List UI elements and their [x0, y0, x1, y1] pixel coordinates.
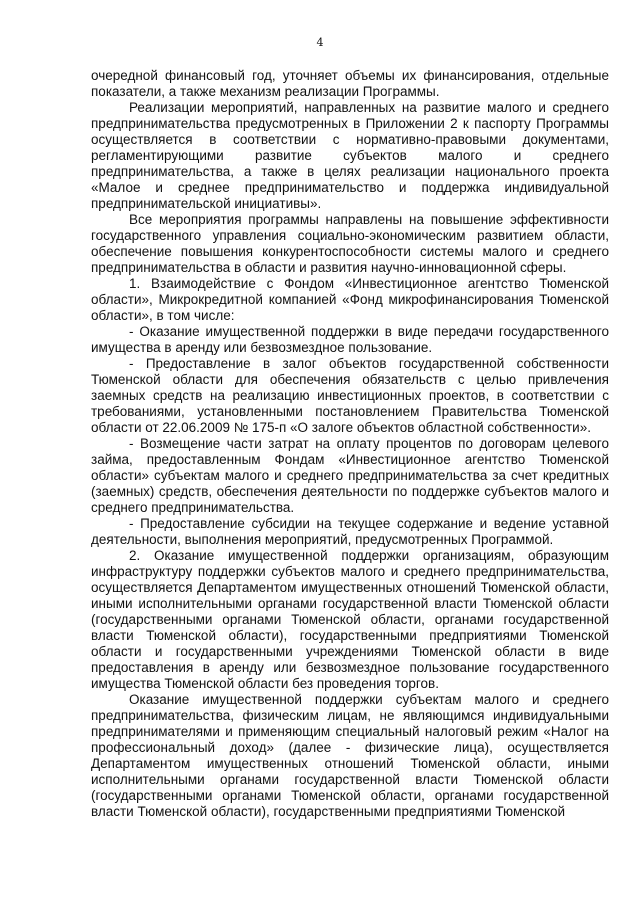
paragraph-4: 1. Взаимодействие с Фондом «Инвестиционное агентство Тюменской области», Микрокредитной компанией «Фонд микрофинансирования Тюменской области», в том числе:: [91, 276, 609, 323]
paragraph-1: очередной финансовый год, уточняет объемы их финансирования, отдельные показатели, а также механизм реализации Программы.: [91, 68, 609, 99]
paragraph-6: - Предоставление в залог объектов государственной собственности Тюменской области для обеспечения обязательств с целью привлечения заемных средств на реализацию инвестиционных проектов, в соответствии с требованиями, установленными постановлением Правительства Тюменской области от 22.06.2009 № 175-п «О залоге объектов областной собственности».: [91, 356, 609, 435]
paragraph-10: Оказание имущественной поддержки субъектам малого и среднего предпринимательства, физическим лицам, не являющимся индивидуальными предпринимателями и применяющим специальный налоговый режим «Налог на профессиональный доход» (далее - физические лица), осуществляется Департаментом имущественных отношений Тюменской области, иными исполнительными органами государственной власти Тюменской области (государственными органами Тюменской области, органами государственной власти Тюменской области), государственными предприятиями Тюменской: [91, 692, 609, 819]
paragraph-9: 2. Оказание имущественной поддержки организациям, образующим инфраструктуру поддержки субъектов малого и среднего предпринимательства, осуществляется Департаментом имущественных отношений Тюменской области, иными исполнительными органами государственной власти Тюменской области (государственными органами Тюменской области, органами государственной власти Тюменской области), государственными предприятиями Тюменской области и государственными учреждениями Тюменской области в виде предоставления в аренду или безвозмездное пользование государственного имущества Тюменской области без проведения торгов.: [91, 548, 609, 691]
page-number: 4: [316, 36, 324, 49]
document-body: [91, 68, 609, 820]
paragraph-7: - Возмещение части затрат на оплату процентов по договорам целевого займа, предоставленным Фондам «Инвестиционное агентство Тюменской области» субъектам малого и среднего предпринимательства за счет кредитных (заемных) средств, обеспечения деятельности по поддержке субъектов малого и среднего предпринимательства.: [91, 436, 609, 515]
paragraph-8: - Предоставление субсидии на текущее содержание и ведение уставной деятельности, выполнения мероприятий, предусмотренных Программой.: [91, 516, 609, 547]
paragraph-5: - Оказание имущественной поддержки в виде передачи государственного имущества в аренду или безвозмездное пользование.: [91, 324, 609, 355]
paragraph-3: Все мероприятия программы направлены на повышение эффективности государственного управления социально-экономическим развитием области, обеспечение повышения конкурентоспособности системы малого и среднего предпринимательства в области и развития научно-инновационной сферы.: [91, 212, 609, 275]
paragraph-2: Реализации мероприятий, направленных на развитие малого и среднего предпринимательства предусмотренных в Приложении 2 к паспорту Программы осуществляется в соответствии с нормативно-правовыми документами, регламентирующими развитие субъектов малого и среднего предпринимательства, а также в целях реализации национального проекта «Малое и среднее предпринимательство и поддержка индивидуальной предпринимательской инициативы».: [91, 100, 609, 211]
